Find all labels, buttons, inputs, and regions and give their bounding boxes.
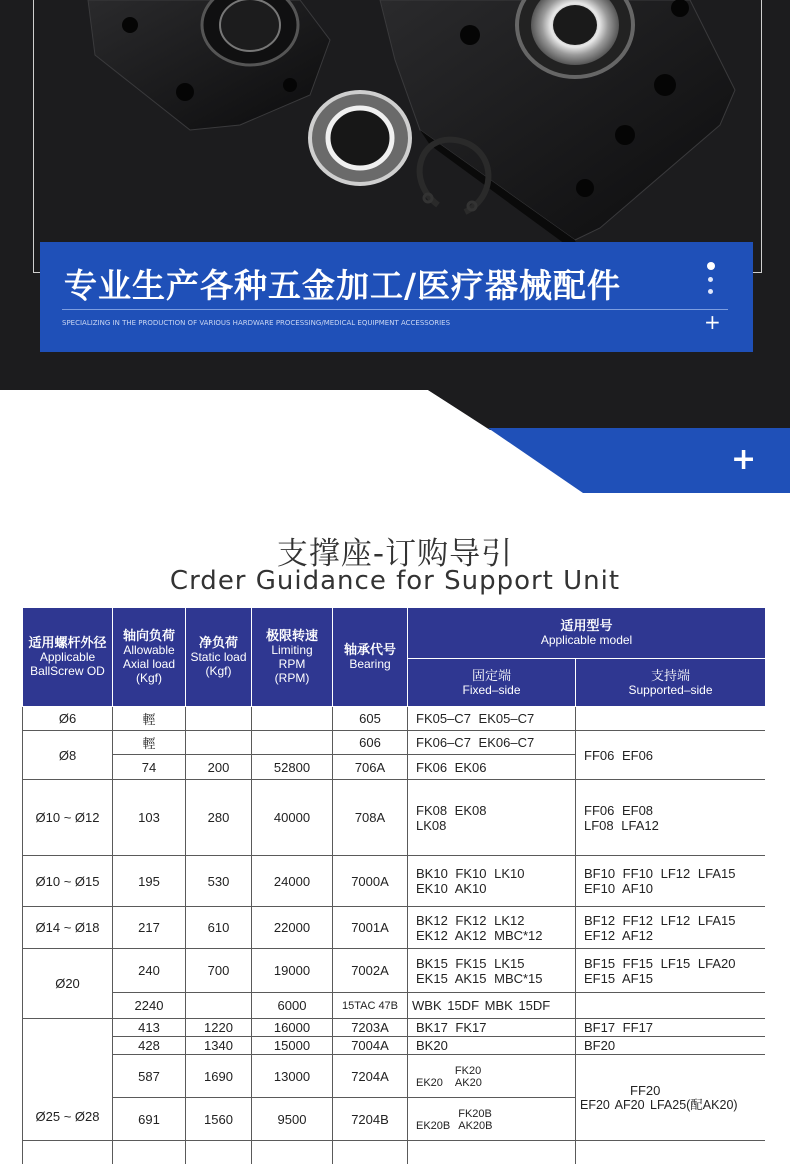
hero-section xyxy=(0,0,790,390)
supported-cell: BF20 xyxy=(576,1037,766,1055)
hero-banner xyxy=(40,242,753,352)
col-header-axial: 轴向负荷 Allowable Axial load (Kgf) xyxy=(113,608,186,707)
plus-icon: + xyxy=(704,310,721,334)
axial-cell: 428 xyxy=(113,1037,186,1055)
table-row xyxy=(23,949,766,993)
rpm-cell xyxy=(252,1141,333,1164)
fixed-cell: BK17 FK17 xyxy=(408,1019,576,1037)
od-cell: Ø14 ~ Ø18 xyxy=(23,907,113,949)
support-unit-table xyxy=(22,607,765,1164)
fixed-cell: FK06 EK06 xyxy=(408,755,576,780)
od-cell: Ø10 ~ Ø15 xyxy=(23,856,113,907)
rpm-cell: 40000 xyxy=(252,780,333,856)
bearing-cell: 7001A xyxy=(333,907,408,949)
fixed-cell: WBK 15DF MBK 15DF xyxy=(408,993,576,1019)
section-title-cn: 支撑座-订购导引 xyxy=(276,536,514,572)
static-cell xyxy=(186,1141,252,1164)
dark-slant xyxy=(428,390,790,428)
axial-cell xyxy=(113,1141,186,1164)
table-row xyxy=(23,907,766,949)
dots-icon xyxy=(706,262,716,301)
col-header-bearing: 轴承代号 Bearing xyxy=(333,608,408,707)
rpm-cell: 16000 xyxy=(252,1019,333,1037)
rpm-cell: 24000 xyxy=(252,856,333,907)
rpm-cell xyxy=(252,707,333,731)
axial-cell: 587 xyxy=(113,1055,186,1098)
bearing-cell: 605 xyxy=(333,707,408,731)
col-header-static: 净负荷 Static load (Kgf) xyxy=(186,608,252,707)
static-cell: 700 xyxy=(186,949,252,993)
axial-cell: 195 xyxy=(113,856,186,907)
banner-subtitle: SPECIALIZING IN THE PRODUCTION OF VARIOUS HARDWARE PROCESSING/MEDICAL EQUIPMENT ACCESSORIES xyxy=(62,319,451,327)
fixed-cell: EK20B FK20B AK20B xyxy=(408,1098,576,1141)
od-cell: Ø20 xyxy=(23,949,113,1019)
bearing-cell: 7203A xyxy=(333,1019,408,1037)
bearing-cell: 7000A xyxy=(333,856,408,907)
axial-cell: 輕 xyxy=(113,731,186,755)
rpm-cell: 22000 xyxy=(252,907,333,949)
fixed-cell: EK20 FK20 AK20 xyxy=(408,1055,576,1098)
supported-cell xyxy=(576,707,766,731)
bearing-cell xyxy=(333,1141,408,1164)
axial-cell: 103 xyxy=(113,780,186,856)
table-row xyxy=(23,856,766,907)
table-row xyxy=(23,707,766,731)
table-row xyxy=(23,780,766,856)
table-row xyxy=(23,731,766,755)
supported-cell xyxy=(576,1141,766,1164)
axial-cell: 217 xyxy=(113,907,186,949)
od-cell: Ø8 xyxy=(23,731,113,780)
table-row xyxy=(23,1141,766,1164)
axial-cell: 輕 xyxy=(113,707,186,731)
table-row xyxy=(23,1019,766,1037)
fixed-cell: FK06–C7 EK06–C7 xyxy=(408,731,576,755)
bearing-cell: 7204A xyxy=(333,1055,408,1098)
fixed-cell: BK15 FK15 LK15 EK15 AK15 MBC*15 xyxy=(408,949,576,993)
axial-cell: 2240 xyxy=(113,993,186,1019)
static-cell: 1340 xyxy=(186,1037,252,1055)
hero-frame xyxy=(33,0,762,273)
supported-cell: FF06 EF08 LF08 LFA12 xyxy=(576,780,766,856)
col-header-rpm: 极限转速 Limiting RPM (RPM) xyxy=(252,608,333,707)
static-cell: 530 xyxy=(186,856,252,907)
axial-cell: 691 xyxy=(113,1098,186,1141)
rpm-cell: 15000 xyxy=(252,1037,333,1055)
static-cell xyxy=(186,707,252,731)
guidance-table xyxy=(22,607,765,1164)
fixed-cell: BK10 FK10 LK10 EK10 AK10 xyxy=(408,856,576,907)
supported-cell: BF15 FF15 LF15 LFA20 EF15 AF15 xyxy=(576,949,766,993)
banner-title: 专业生产各种五金加工/医疗器械配件 xyxy=(64,266,622,305)
static-cell: 1220 xyxy=(186,1019,252,1037)
rpm-cell: 9500 xyxy=(252,1098,333,1141)
supported-cell: BF10 FF10 LF12 LFA15 EF10 AF10 xyxy=(576,856,766,907)
od-cell: Ø6 xyxy=(23,707,113,731)
fixed-cell: BK12 FK12 LK12 EK12 AK12 MBC*12 xyxy=(408,907,576,949)
axial-cell: 413 xyxy=(113,1019,186,1037)
fixed-cell xyxy=(408,1141,576,1164)
banner-divider xyxy=(62,309,728,310)
col-header-supported: 支持端 Supported–side xyxy=(576,659,766,707)
fixed-cell: FK05–C7 EK05–C7 xyxy=(408,707,576,731)
od-cell: Ø25 ~ Ø28 xyxy=(23,1019,113,1141)
col-header-model: 适用型号 Applicable model xyxy=(408,608,766,659)
rpm-cell: 52800 xyxy=(252,755,333,780)
bearing-cell: 7004A xyxy=(333,1037,408,1055)
plus-icon: + xyxy=(731,442,757,477)
col-header-od: 适用螺杆外径 Applicable BallScrew OD xyxy=(23,608,113,707)
supported-cell: FF06 EF06 xyxy=(576,731,766,780)
rpm-cell: 19000 xyxy=(252,949,333,993)
section-transition xyxy=(0,388,790,498)
bearing-cell: 708A xyxy=(333,780,408,856)
static-cell: 280 xyxy=(186,780,252,856)
od-cell: Ø10 ~ Ø12 xyxy=(23,780,113,856)
static-cell xyxy=(186,731,252,755)
supported-cell: BF17 FF17 xyxy=(576,1019,766,1037)
col-header-fixed: 固定端 Fixed–side xyxy=(408,659,576,707)
table-row xyxy=(23,1055,766,1098)
bearing-cell: 706A xyxy=(333,755,408,780)
supported-cell xyxy=(576,993,766,1019)
table-row xyxy=(23,1037,766,1055)
header-row xyxy=(23,608,766,659)
static-cell: 200 xyxy=(186,755,252,780)
bearing-cell: 7002A xyxy=(333,949,408,993)
axial-cell: 240 xyxy=(113,949,186,993)
rpm-cell: 13000 xyxy=(252,1055,333,1098)
table-row xyxy=(23,993,766,1019)
section-title-en: Crder Guidance for Support Unit xyxy=(169,566,621,596)
static-cell: 610 xyxy=(186,907,252,949)
static-cell xyxy=(186,993,252,1019)
bearing-cell: 15TAC 47B xyxy=(333,993,408,1019)
bearing-cell: 7204B xyxy=(333,1098,408,1141)
static-cell: 1560 xyxy=(186,1098,252,1141)
rpm-cell xyxy=(252,731,333,755)
supported-cell: FF20 EF20 AF20 LFA25(配AK20) xyxy=(576,1055,766,1141)
fixed-cell: FK08 EK08 LK08 xyxy=(408,780,576,856)
bearing-cell: 606 xyxy=(333,731,408,755)
rpm-cell: 6000 xyxy=(252,993,333,1019)
od-cell xyxy=(23,1141,113,1164)
supported-cell: BF12 FF12 LF12 LFA15 EF12 AF12 xyxy=(576,907,766,949)
axial-cell: 74 xyxy=(113,755,186,780)
static-cell: 1690 xyxy=(186,1055,252,1098)
fixed-cell: BK20 xyxy=(408,1037,576,1055)
